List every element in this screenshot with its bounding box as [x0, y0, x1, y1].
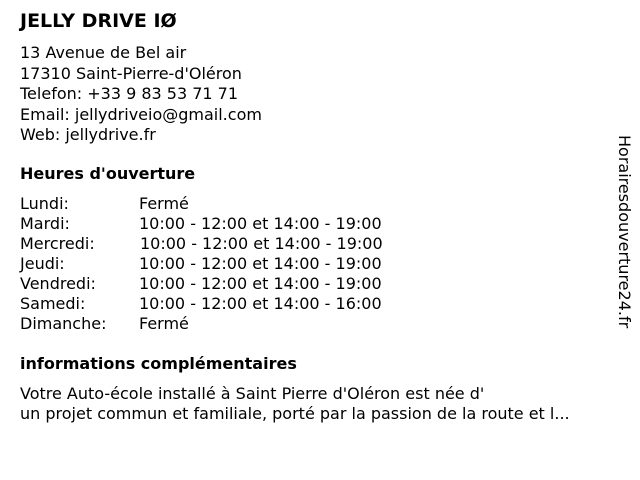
- hours-time: 10:00 - 12:00 et 14:00 - 19:00: [139, 274, 382, 293]
- hours-day: Mardi:: [20, 214, 70, 233]
- hours-time: 10:00 - 12:00 et 14:00 - 19:00: [140, 234, 383, 253]
- hours-heading: Heures d'ouverture: [20, 164, 196, 183]
- business-name: JELLY DRIVE IØ: [20, 10, 177, 32]
- address-street: 13 Avenue de Bel air: [20, 43, 187, 62]
- website: Web: jellydrive.fr: [20, 125, 156, 144]
- hours-day: Lundi:: [20, 194, 69, 213]
- phone-number: Telefon: +33 9 83 53 71 71: [20, 84, 239, 103]
- site-watermark: Horairesdouverture24.fr: [615, 135, 634, 329]
- description-line-2: un projet commun et familiale, porté par la passion de la route et l...: [20, 404, 570, 423]
- hours-time: Fermé: [139, 314, 189, 333]
- description: [20, 384, 570, 424]
- info-heading: informations complémentaires: [20, 354, 297, 373]
- email-address: Email: jellydriveio@gmail.com: [20, 104, 262, 124]
- description-line-1: Votre Auto-école installé à Saint Pierre d'Oléron est née d': [20, 384, 485, 403]
- hours-day: Jeudi:: [20, 254, 65, 273]
- address-city: 17310 Saint-Pierre-d'Oléron: [20, 63, 242, 83]
- hours-time: 10:00 - 12:00 et 14:00 - 16:00: [139, 294, 382, 313]
- hours-time: 10:00 - 12:00 et 14:00 - 19:00: [139, 214, 382, 233]
- hours-time: 10:00 - 12:00 et 14:00 - 19:00: [139, 254, 382, 273]
- hours-day: Dimanche:: [20, 314, 107, 333]
- hours-day: Mercredi:: [20, 234, 95, 253]
- hours-day: Vendredi:: [20, 274, 96, 293]
- contact-block: [20, 43, 262, 146]
- hours-day: Samedi:: [20, 294, 86, 313]
- hours-time: Fermé: [139, 194, 189, 213]
